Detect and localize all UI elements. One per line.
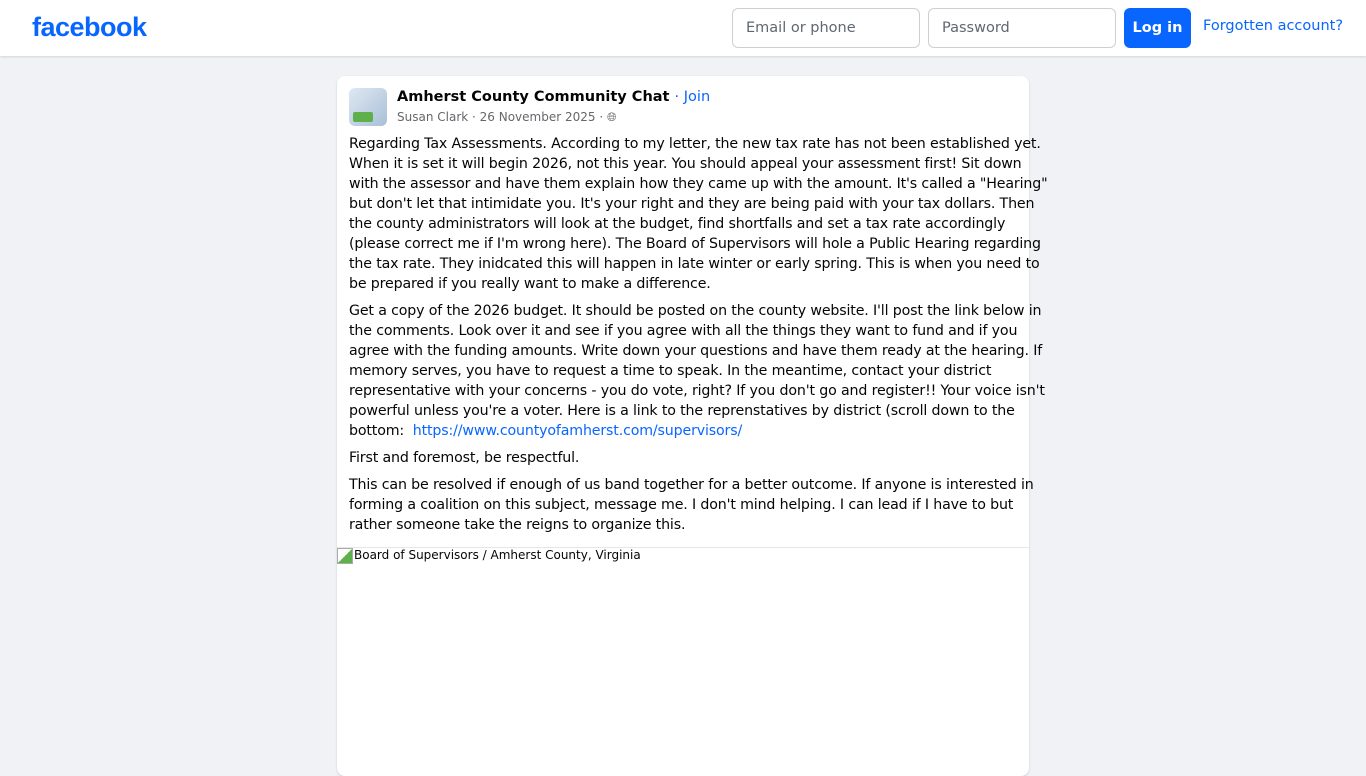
- text-line: be prepared if you really want to make a difference.: [349, 276, 711, 292]
- forgotten-account-link[interactable]: Forgotten account?: [1203, 18, 1344, 34]
- text-line: forming a coalition on this subject, message me. I don't mind helping. I can lead if I have to but: [349, 497, 1014, 513]
- text-line: but don't let that intimidate you. It's your right and they are being paid with your tax dollars. Then: [349, 196, 1035, 212]
- join-link[interactable]: Join: [683, 89, 711, 105]
- paragraph: [349, 134, 1048, 294]
- image-alt-text: Board of Supervisors / Amherst County, Virginia: [354, 548, 641, 562]
- text-line: (please correct me if I'm wrong here). The Board of Supervisors will hole a Public Hearing regarding: [349, 236, 1041, 252]
- text-line: powerful unless you're a voter. Here is a link to the reprenstatives by district (scroll down to the: [349, 403, 1015, 419]
- post-card: Amherst County Community Chat · Join Susan Clark · 26 November 2025 · 🌐︎ Regarding Tax Assessments. According to my letter, the new tax rate has not been established yet. When it is set it will begin 2026, not this year. You should appeal your assessment first! Sit down with the assessor and have them explain how they came up with the amount. It's called a "Hearing" but don't let that intimidate you. It's your right and they are being paid with your tax dollars. Then the county administrators will look at the budget, find shortfalls and set a tax rate accordingly (please correct me if I'm wrong here). The Board of Supervisors will hole a Public Hearing regarding the tax rate. They inidcated this will happen in late winter or early spring. This is when you need to be prepared if you really want to make a difference. Get a copy of the 2026 budget. It should be posted on the county website. I'll post the link below in the comments. Look over it and see if you agree with all the things they want to fund and if you agree with the funding amounts. Write down your questions and have them ready at the hearing. If memory serves, you have to request a time to speak. In the meantime, contact your district representative with your concerns - you do vote, right? If you don't go and register!! Your voice isn't powerful unless you're a voter. Here is a link to the reprenstatives by district (scroll down to the bottom: https://www.countyofamherst.com/supervisors/ First and foremost, be respectful. This can be resolved if enough of us band together for a better outcome. If anyone is interested in forming a coalition on this subject, message me. I don't mind helping. I can lead if I have to but rather someone take the reigns to organize this. Board of Supervisors / Amherst County, Virginia: [337, 76, 1029, 776]
- text-line: with the assessor and have them explain how they came up with the amount. It's called a "Hearing": [349, 176, 1048, 192]
- globe-icon: 🌐︎: [606, 110, 617, 124]
- text-line: agree with the funding amounts. Write down your questions and have them ready at the hearing. If: [349, 343, 1043, 359]
- post-text: [349, 134, 1048, 542]
- text-line: the comments. Look over it and see if you agree with all the things they want to fund and if you: [349, 323, 1018, 339]
- post-date[interactable]: 26 November 2025: [479, 110, 596, 124]
- text-line: [349, 421, 1021, 441]
- text: bottom:: [349, 423, 413, 439]
- text-line: the county administrators will look at the budget, find shortfalls and set a tax rate accordingly: [349, 216, 1006, 232]
- paragraph: [349, 301, 1045, 441]
- broken-image-icon: [337, 548, 353, 564]
- text-line: representative with your concerns - you do vote, right? If you don't go and register!! Your voice isn't: [349, 383, 1045, 399]
- paragraph: [349, 475, 1034, 535]
- text-line: rather someone take the reigns to organize this.: [349, 517, 686, 533]
- supervisors-link[interactable]: https://www.countyofamherst.com/supervisors/: [412, 423, 743, 439]
- top-bar: [0, 0, 1366, 56]
- text-line: When it is set it will begin 2026, not this year. You should appeal your assessment first! Sit down: [349, 156, 1022, 172]
- link-preview-image[interactable]: [337, 547, 1029, 776]
- text-line: Regarding Tax Assessments. According to my letter, the new tax rate has not been established yet.: [349, 136, 1041, 152]
- text-line: This can be resolved if enough of us band together for a better outcome. If anyone is interested in: [349, 477, 1034, 493]
- email-input[interactable]: Email or phone: [732, 8, 920, 48]
- group-avatar[interactable]: [349, 88, 387, 126]
- group-name[interactable]: Amherst County Community Chat: [397, 89, 670, 105]
- text-line: Get a copy of the 2026 budget. It should be posted on the county website. I'll post the link below in: [349, 303, 1042, 319]
- author[interactable]: Susan Clark: [397, 110, 469, 124]
- password-input[interactable]: Password: [928, 8, 1116, 48]
- paragraph: First and foremost, be respectful.: [349, 450, 580, 466]
- text-line: memory serves, you have to request a time to speak. In the meantime, contact your district: [349, 363, 992, 379]
- facebook-logo[interactable]: facebook: [32, 12, 147, 42]
- text-line: the tax rate. They inidcated this will happen in late winter or early spring. This is when you need to: [349, 256, 1040, 272]
- login-button[interactable]: Log in: [1124, 8, 1191, 48]
